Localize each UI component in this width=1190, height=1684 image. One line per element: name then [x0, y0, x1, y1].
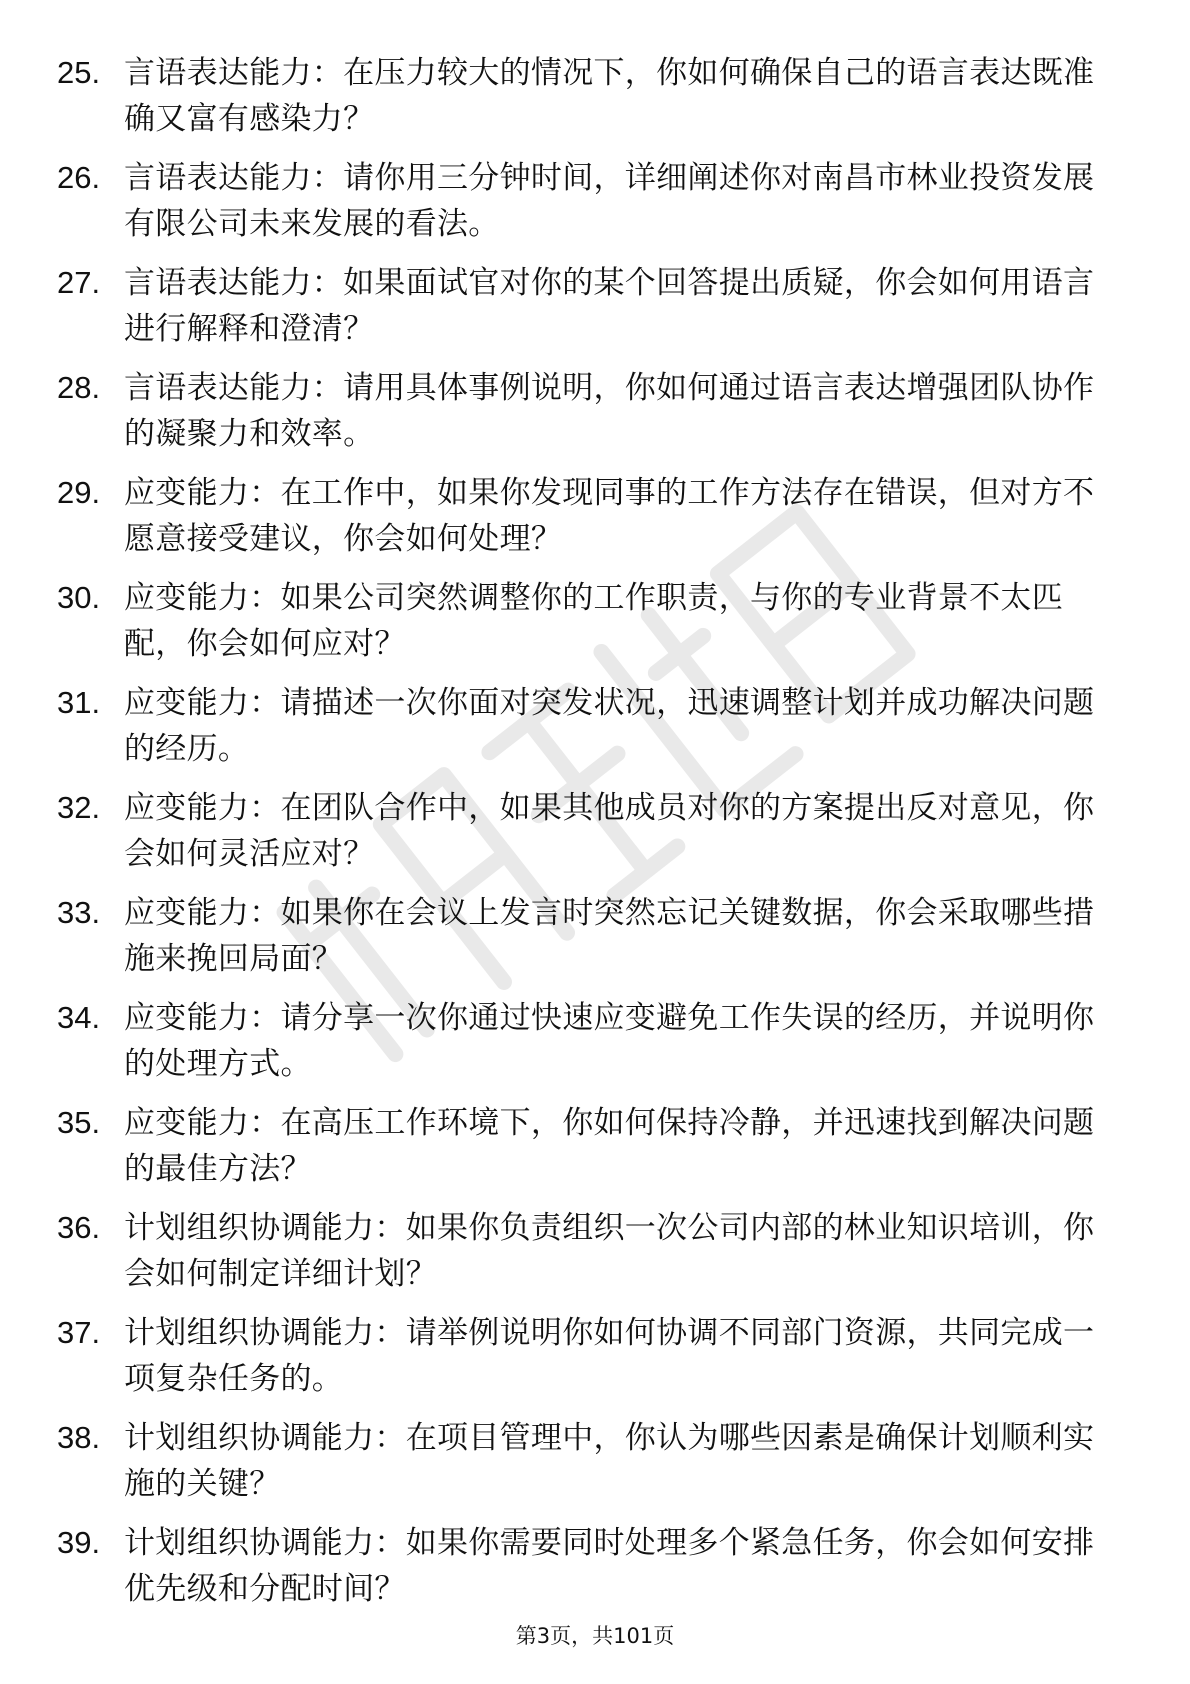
item-text: 应变能力：在高压工作环境下，你如何保持冷静，并迅速找到解决问题的最佳方法？: [124, 1105, 1095, 1187]
item-number: 25.: [57, 55, 101, 90]
item-text: 应变能力：如果公司突然调整你的工作职责，与你的专业背景不太匹配，你会如何应对？: [124, 580, 1063, 662]
list-item: [0, 995, 1190, 1100]
item-number: 31.: [57, 685, 101, 720]
item-text: 言语表达能力：如果面试官对你的某个回答提出质疑，你会如何用语言进行解释和澄清？: [124, 265, 1095, 347]
list-item: [0, 260, 1190, 365]
item-text: 应变能力：在工作中，如果你发现同事的工作方法存在错误，但对方不愿意接受建议，你会如何处理？: [124, 475, 1095, 557]
item-number: 38.: [57, 1420, 101, 1455]
item-text: 应变能力：请分享一次你通过快速应变避免工作失误的经历，并说明你的处理方式。: [124, 1000, 1095, 1082]
item-number: 27.: [57, 265, 101, 300]
list-item: [0, 785, 1190, 890]
item-text: 计划组织协调能力：请举例说明你如何协调不同部门资源，共同完成一项复杂任务的。: [124, 1315, 1095, 1397]
item-number: 30.: [57, 580, 101, 615]
list-item: [0, 50, 1190, 155]
item-text: 应变能力：在团队合作中，如果其他成员对你的方案提出反对意见，你会如何灵活应对？: [124, 790, 1095, 872]
list-item: [0, 365, 1190, 470]
list-item: [0, 1100, 1190, 1205]
list-item: [0, 155, 1190, 260]
item-number: 32.: [57, 790, 101, 825]
item-number: 36.: [57, 1210, 101, 1245]
item-text: 计划组织协调能力：如果你需要同时处理多个紧急任务，你会如何安排优先级和分配时间？: [124, 1525, 1095, 1607]
list-item: [0, 575, 1190, 680]
item-number: 34.: [57, 1000, 101, 1035]
item-number: 33.: [57, 895, 101, 930]
item-number: 35.: [57, 1105, 101, 1140]
item-number: 29.: [57, 475, 101, 510]
item-text: 计划组织协调能力：在项目管理中，你认为哪些因素是确保计划顺利实施的关键？: [124, 1420, 1095, 1502]
list-item: [0, 1205, 1190, 1310]
list-item: [0, 1310, 1190, 1415]
item-number: 37.: [57, 1315, 101, 1350]
item-text: 应变能力：如果你在会议上发言时突然忘记关键数据，你会采取哪些措施来挽回局面？: [124, 895, 1095, 977]
item-number: 28.: [57, 370, 101, 405]
item-number: 26.: [57, 160, 101, 195]
list-item: [0, 680, 1190, 785]
item-number: 39.: [57, 1525, 101, 1560]
item-text: 应变能力：请描述一次你面对突发状况，迅速调整计划并成功解决问题的经历。: [124, 685, 1095, 767]
question-list: [0, 50, 1190, 1625]
item-text: 言语表达能力：请用具体事例说明，你如何通过语言表达增强团队协作的凝聚力和效率。: [124, 370, 1095, 452]
list-item: [0, 890, 1190, 995]
item-text: 言语表达能力：在压力较大的情况下，你如何确保自己的语言表达既准确又富有感染力？: [124, 55, 1095, 137]
list-item: [0, 1415, 1190, 1520]
item-text: 言语表达能力：请你用三分钟时间，详细阐述你对南昌市林业投资发展有限公司未来发展的看法。: [124, 160, 1095, 242]
list-item: [0, 1520, 1190, 1625]
page-footer: 第3页，共101页: [515, 1624, 675, 1648]
list-item: [0, 470, 1190, 575]
item-text: 计划组织协调能力：如果你负责组织一次公司内部的林业知识培训，你会如何制定详细计划？: [124, 1210, 1095, 1292]
